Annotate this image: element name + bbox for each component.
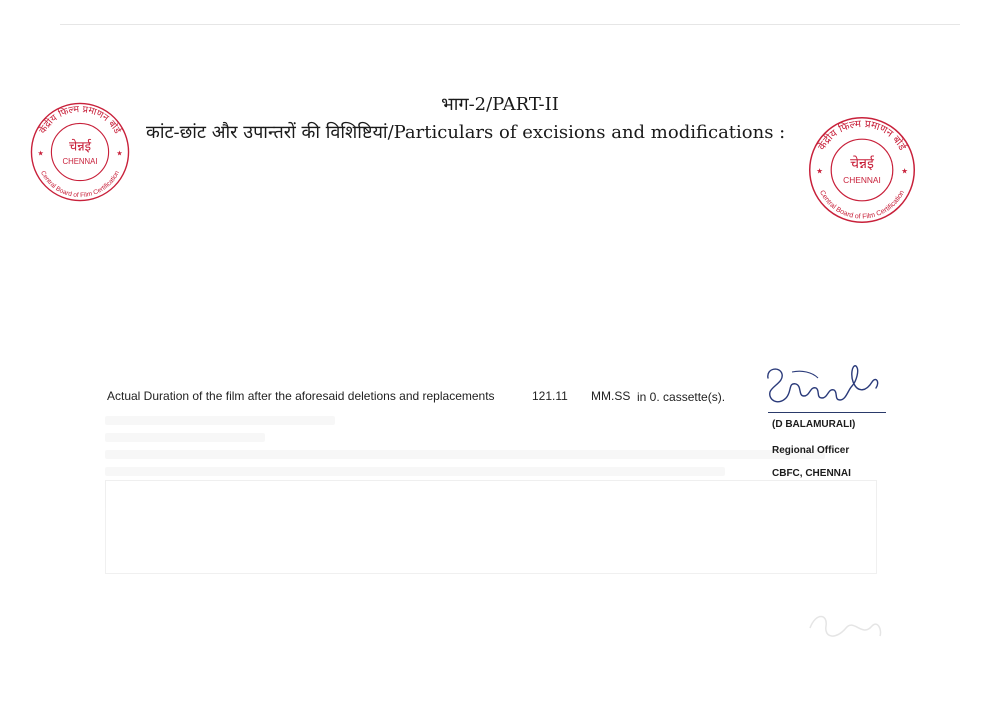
seal-top-text: केंद्रीय फिल्म प्रमाणन बोर्ड — [37, 104, 123, 136]
seal-star-icon: ★ — [116, 150, 123, 158]
signatory-title: Regional Officer — [772, 445, 850, 456]
seal-star-icon: ★ — [816, 166, 823, 176]
seal-city: CHENNAI — [62, 157, 98, 167]
cbfc-seal-right — [806, 114, 918, 226]
seal-bottom-text: Central Board of Film Certification — [38, 169, 122, 200]
seal-bottom-text: Central Board of Film Certification — [817, 189, 907, 221]
officer-signature — [762, 362, 886, 414]
duration-label: Actual Duration of the film after the aforesaid deletions and replacements — [107, 389, 495, 403]
signatory-name: (D BALAMURALI) — [772, 419, 856, 430]
duration-unit: MM.SS — [591, 389, 631, 403]
seal-city-hindi: चेन्नई — [850, 156, 874, 173]
signatory-office: CBFC, CHENNAI — [772, 468, 851, 479]
seal-city-hindi: चेन्नई — [68, 139, 92, 155]
signature-line — [768, 412, 886, 413]
part-title: भाग-2/PART-II — [441, 94, 559, 115]
bleed-through — [105, 408, 885, 578]
duration-row — [107, 389, 747, 405]
top-rule — [60, 24, 960, 25]
seal-top-text: केंद्रीय फिल्म प्रमाणन बोर्ड — [815, 118, 909, 153]
faint-signature-bleed — [806, 608, 886, 648]
seal-city: CHENNAI — [843, 175, 881, 186]
seal-star-icon: ★ — [901, 166, 908, 176]
duration-value: 121.11 — [532, 389, 568, 403]
seal-star-icon: ★ — [37, 150, 44, 158]
excisions-heading: कांट-छांट और उपान्तरों की विशिष्टियां/Particulars of excisions and modifications : — [146, 122, 786, 143]
duration-cassette: in 0. cassette(s). — [637, 390, 726, 404]
